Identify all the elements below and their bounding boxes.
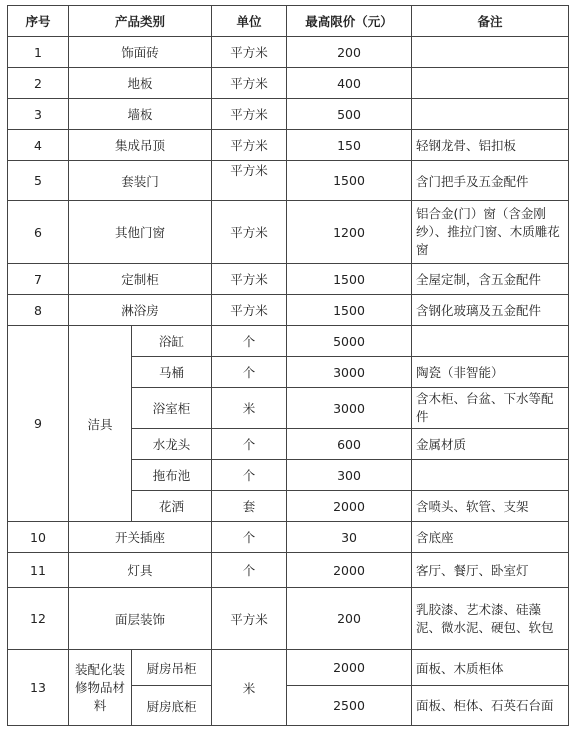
row-price: 2000 (287, 491, 412, 522)
row-category: 饰面砖 (69, 37, 212, 68)
row-unit: 平方米 (212, 161, 287, 201)
row-price: 300 (287, 460, 412, 491)
row-no: 10 (8, 522, 69, 553)
row-note (412, 99, 569, 130)
row-price: 600 (287, 429, 412, 460)
row-unit: 个 (212, 460, 287, 491)
row-category: 面层装饰 (69, 588, 212, 650)
row-no: 1 (8, 37, 69, 68)
row-note: 面板、柜体、石英石台面 (412, 686, 569, 726)
row-price: 30 (287, 522, 412, 553)
sub-item-name: 花洒 (132, 491, 212, 522)
table-row (8, 588, 569, 650)
header-no: 序号 (8, 6, 69, 37)
row-no: 13 (8, 650, 69, 726)
row-unit: 米 (212, 388, 287, 429)
row-no: 11 (8, 553, 69, 588)
row-category: 集成吊顶 (69, 130, 212, 161)
row-note: 含木柜、台盆、下水等配件 (412, 388, 569, 429)
row-price: 500 (287, 99, 412, 130)
row-no: 7 (8, 264, 69, 295)
row-category: 淋浴房 (69, 295, 212, 326)
row-category: 地板 (69, 68, 212, 99)
group-category: 洁具 (69, 326, 132, 522)
row-note: 含喷头、软管、支架 (412, 491, 569, 522)
row-price: 400 (287, 68, 412, 99)
table-row (8, 130, 569, 161)
row-price: 200 (287, 37, 412, 68)
row-note: 铝合金(门）窗（含金刚纱）、推拉门窗、木质雕花窗 (412, 201, 569, 264)
table-row (8, 553, 569, 588)
row-price: 1200 (287, 201, 412, 264)
table-row (8, 37, 569, 68)
row-note: 含底座 (412, 522, 569, 553)
row-no: 12 (8, 588, 69, 650)
row-note: 金属材质 (412, 429, 569, 460)
row-note: 全屋定制，含五金配件 (412, 264, 569, 295)
row-no: 2 (8, 68, 69, 99)
table-row (8, 201, 569, 264)
row-price: 1500 (287, 295, 412, 326)
row-unit: 个 (212, 553, 287, 588)
row-note (412, 326, 569, 357)
row-unit: 平方米 (212, 264, 287, 295)
row-unit: 平方米 (212, 37, 287, 68)
row-price: 200 (287, 588, 412, 650)
row-no: 5 (8, 161, 69, 201)
row-price: 2500 (287, 686, 412, 726)
row-note (412, 68, 569, 99)
sub-item-name: 浴缸 (132, 326, 212, 357)
row-category: 墙板 (69, 99, 212, 130)
table-row (8, 522, 569, 553)
row-unit: 个 (212, 326, 287, 357)
row-note: 陶瓷（非智能） (412, 357, 569, 388)
row-price: 1500 (287, 161, 412, 201)
row-no: 6 (8, 201, 69, 264)
row-unit: 个 (212, 522, 287, 553)
row-note: 面板、木质柜体 (412, 650, 569, 686)
row-price: 1500 (287, 264, 412, 295)
row-price: 2000 (287, 553, 412, 588)
row-unit: 米 (212, 650, 287, 726)
row-price: 3000 (287, 357, 412, 388)
row-price: 2000 (287, 650, 412, 686)
table-row (8, 295, 569, 326)
row-unit: 套 (212, 491, 287, 522)
header-row (8, 6, 569, 37)
sub-item-name: 拖布池 (132, 460, 212, 491)
row-no: 4 (8, 130, 69, 161)
header-category: 产品类别 (69, 6, 212, 37)
sub-item-name: 马桶 (132, 357, 212, 388)
table-row (8, 161, 569, 201)
table-row (8, 68, 569, 99)
row-no: 9 (8, 326, 69, 522)
row-category: 套装门 (69, 161, 212, 201)
table-row (8, 326, 569, 357)
row-note (412, 37, 569, 68)
sub-item-name: 厨房底柜 (132, 686, 212, 726)
sub-item-name: 厨房吊柜 (132, 650, 212, 686)
row-price: 5000 (287, 326, 412, 357)
row-category: 开关插座 (69, 522, 212, 553)
row-price: 150 (287, 130, 412, 161)
row-note: 乳胶漆、艺术漆、硅藻泥、微水泥、硬包、软包 (412, 588, 569, 650)
row-price: 3000 (287, 388, 412, 429)
table-row (8, 650, 569, 686)
price-limit-table (7, 5, 569, 726)
header-unit: 单位 (212, 6, 287, 37)
row-note: 轻钢龙骨、铝扣板 (412, 130, 569, 161)
row-category: 其他门窗 (69, 201, 212, 264)
group-category: 装配化装修物品材料 (69, 650, 132, 726)
row-unit: 平方米 (212, 201, 287, 264)
row-category: 灯具 (69, 553, 212, 588)
header-note: 备注 (412, 6, 569, 37)
sub-item-name: 浴室柜 (132, 388, 212, 429)
row-no: 3 (8, 99, 69, 130)
row-category: 定制柜 (69, 264, 212, 295)
row-note: 客厅、餐厅、卧室灯 (412, 553, 569, 588)
sub-item-name: 水龙头 (132, 429, 212, 460)
table-row (8, 99, 569, 130)
row-unit: 平方米 (212, 588, 287, 650)
row-note (412, 460, 569, 491)
table-row (8, 264, 569, 295)
row-unit: 个 (212, 429, 287, 460)
row-unit: 平方米 (212, 130, 287, 161)
row-unit: 平方米 (212, 295, 287, 326)
row-unit: 个 (212, 357, 287, 388)
row-unit: 平方米 (212, 68, 287, 99)
row-unit: 平方米 (212, 99, 287, 130)
row-note: 含门把手及五金配件 (412, 161, 569, 201)
row-no: 8 (8, 295, 69, 326)
header-price: 最高限价（元） (287, 6, 412, 37)
row-note: 含钢化玻璃及五金配件 (412, 295, 569, 326)
